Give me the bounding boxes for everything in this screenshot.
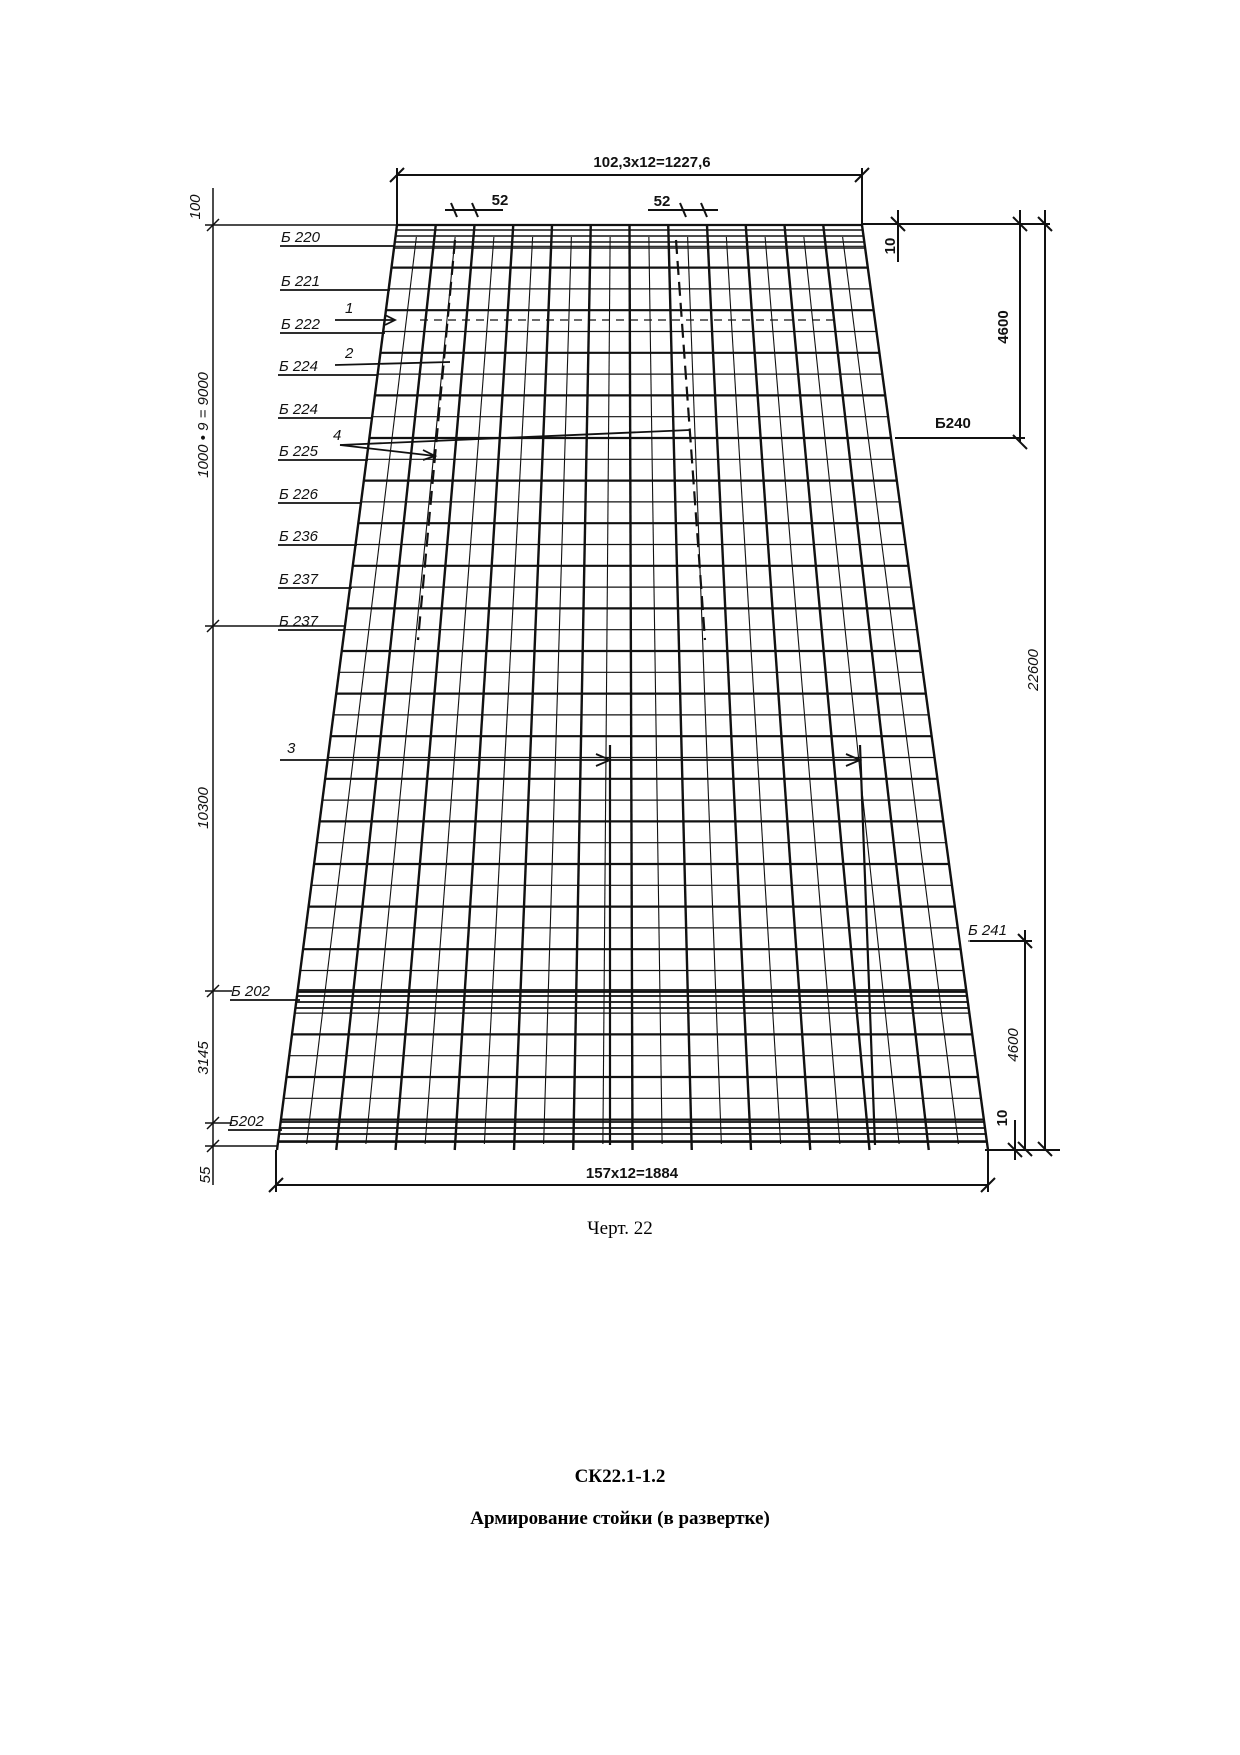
top-dimension-text: 102,3x12=1227,6: [593, 154, 711, 171]
mesh-label: Б 226: [279, 486, 318, 503]
longitudinal-bar: [823, 225, 929, 1150]
short-bar: [860, 745, 875, 1145]
longitudinal-bar: [630, 225, 633, 1150]
longitudinal-bar: [668, 225, 692, 1150]
mesh-label: Б 222: [281, 316, 320, 333]
spacing-left-text: 52: [491, 192, 509, 209]
label-b241: Б 241: [968, 922, 1007, 939]
longitudinal-bar: [746, 225, 811, 1150]
spacing-right-text: 52: [653, 193, 671, 210]
longitudinal-bar: [785, 225, 870, 1150]
mesh-label: Б 224: [279, 401, 318, 418]
spacing-marks: [445, 203, 718, 217]
left-dim-100: 100: [187, 194, 204, 220]
callout-2: 2: [345, 345, 354, 362]
mesh-label: Б 237: [279, 613, 318, 630]
callout-3: 3: [287, 740, 296, 757]
right-dim-10-top: 10: [882, 237, 899, 255]
figure-caption: Черт. 22: [587, 1218, 653, 1239]
longitudinal-bar: [862, 225, 988, 1150]
mesh-labels-left: [229, 229, 321, 1130]
mesh-label: Б 224: [279, 358, 318, 375]
bottom-dimension-text: 157x12=1884: [585, 1165, 679, 1182]
label-b240: Б240: [935, 415, 971, 432]
left-dim-10300: 10300: [195, 787, 212, 829]
longitudinal-bar: [573, 225, 591, 1150]
top-dimension: [390, 168, 869, 225]
callout-4: 4: [333, 427, 342, 444]
left-dim-3145: 3145: [195, 1041, 212, 1075]
mesh-label: Б202: [229, 1113, 264, 1130]
mesh-label: Б 237: [279, 571, 318, 588]
longitudinal-bar: [514, 225, 552, 1150]
longitudinal-bar: [707, 225, 751, 1150]
document-title: Армирование стойки (в развертке): [470, 1508, 770, 1529]
mesh-label: Б 220: [281, 229, 320, 246]
left-dim-9000: 1000 • 9 = 9000: [195, 372, 212, 478]
mesh-label: Б 236: [279, 528, 318, 545]
callout-1: 1: [345, 300, 354, 317]
right-dim-22600: 22600: [1025, 649, 1042, 691]
right-dim-4600-top: 4600: [995, 310, 1012, 344]
mesh-label: Б 225: [279, 443, 318, 460]
right-dim-10-bottom: 10: [994, 1109, 1011, 1127]
document-code: СК22.1-1.2: [574, 1466, 666, 1487]
right-dim-4600-bottom: 4600: [1005, 1028, 1022, 1062]
left-dim-55: 55: [197, 1166, 214, 1184]
callouts: [280, 315, 860, 766]
mesh-label: Б 221: [281, 273, 320, 290]
mesh-label: Б 202: [231, 983, 270, 1000]
